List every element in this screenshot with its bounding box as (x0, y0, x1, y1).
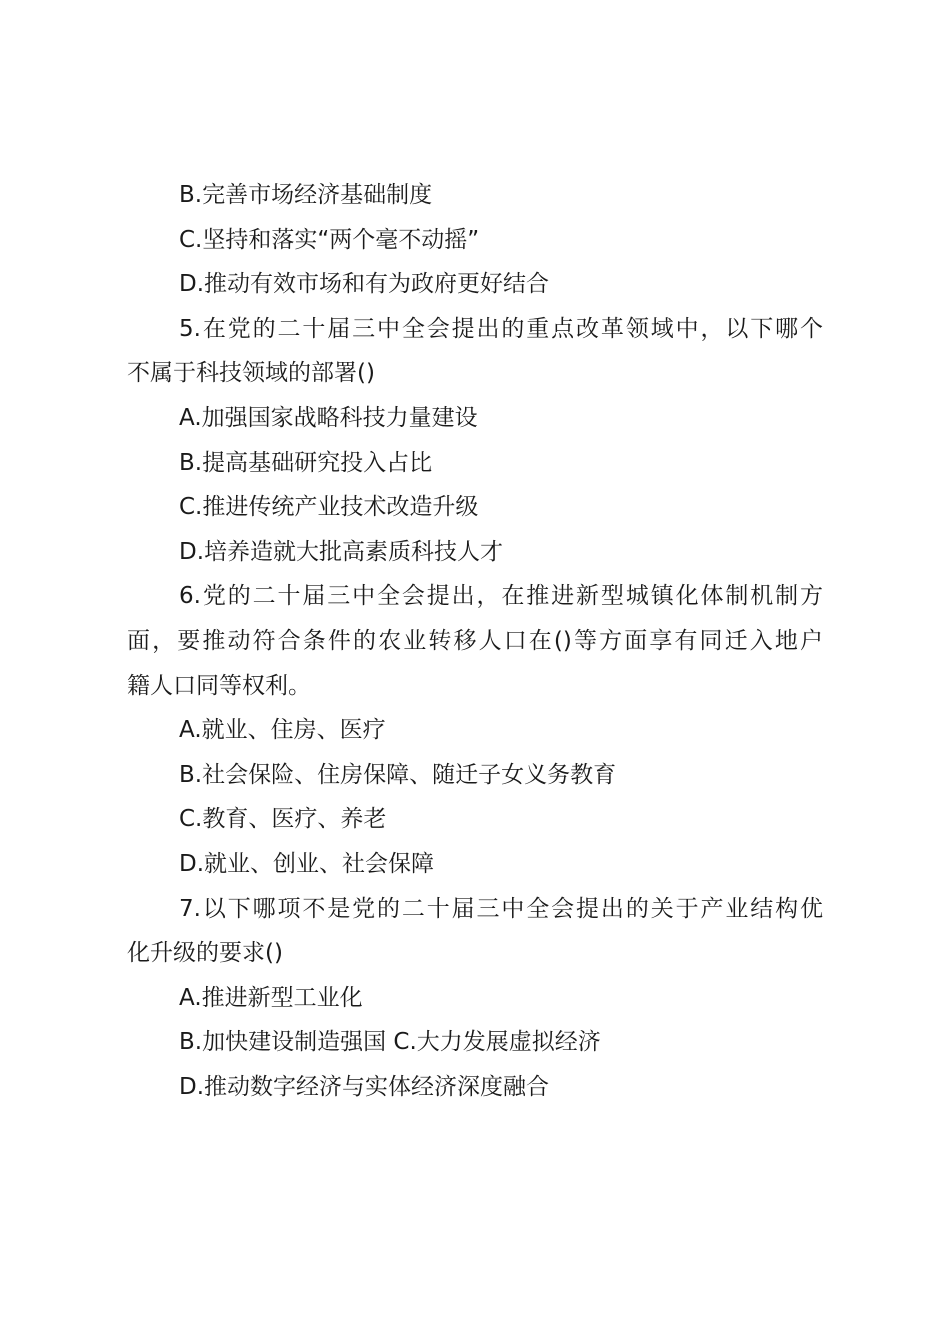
question-5-line: 5.在党的二十届三中全会提出的重点改革领域中，以下哪个 (179, 315, 823, 342)
option-line: B.完善市场经济基础制度 (179, 182, 433, 208)
question-7-line: 化升级的要求() (127, 940, 283, 967)
option-line: D.就业、创业、社会保障 (179, 850, 435, 877)
option-line: D.推动有效市场和有为政府更好结合 (179, 271, 550, 298)
question-6-line: 面，要推动符合条件的农业转移人口在()等方面享有同迁入地户 (127, 627, 823, 654)
question-5-line: 不属于科技领域的部署() (127, 360, 375, 387)
option-line: D.培养造就大批高素质科技人才 (179, 538, 504, 565)
option-line: D.推动数字经济与实体经济深度融合 (179, 1073, 550, 1100)
option-line: C.坚持和落实“两个毫不动摇” (179, 226, 480, 253)
option-line: B.社会保险、住房保障、随迁子女义务教育 (179, 761, 617, 788)
document-body (127, 173, 823, 1109)
question-6-line: 6.党的二十届三中全会提出，在推进新型城镇化体制机制方 (179, 583, 823, 610)
question-7-line: 7.以下哪项不是党的二十届三中全会提出的关于产业结构优 (179, 895, 823, 922)
option-line: A.推进新型工业化 (179, 984, 363, 1011)
option-line: C.推进传统产业技术改造升级 (179, 494, 479, 521)
option-line: C.教育、医疗、养老 (179, 806, 387, 833)
option-line: B.加快建设制造强国 C.大力发展虚拟经济 (179, 1029, 601, 1056)
option-line: A.加强国家战略科技力量建设 (179, 404, 478, 431)
option-line: B.提高基础研究投入占比 (179, 449, 433, 476)
option-line: A.就业、住房、医疗 (179, 717, 386, 744)
question-6-line: 籍人口同等权利。 (127, 672, 311, 699)
